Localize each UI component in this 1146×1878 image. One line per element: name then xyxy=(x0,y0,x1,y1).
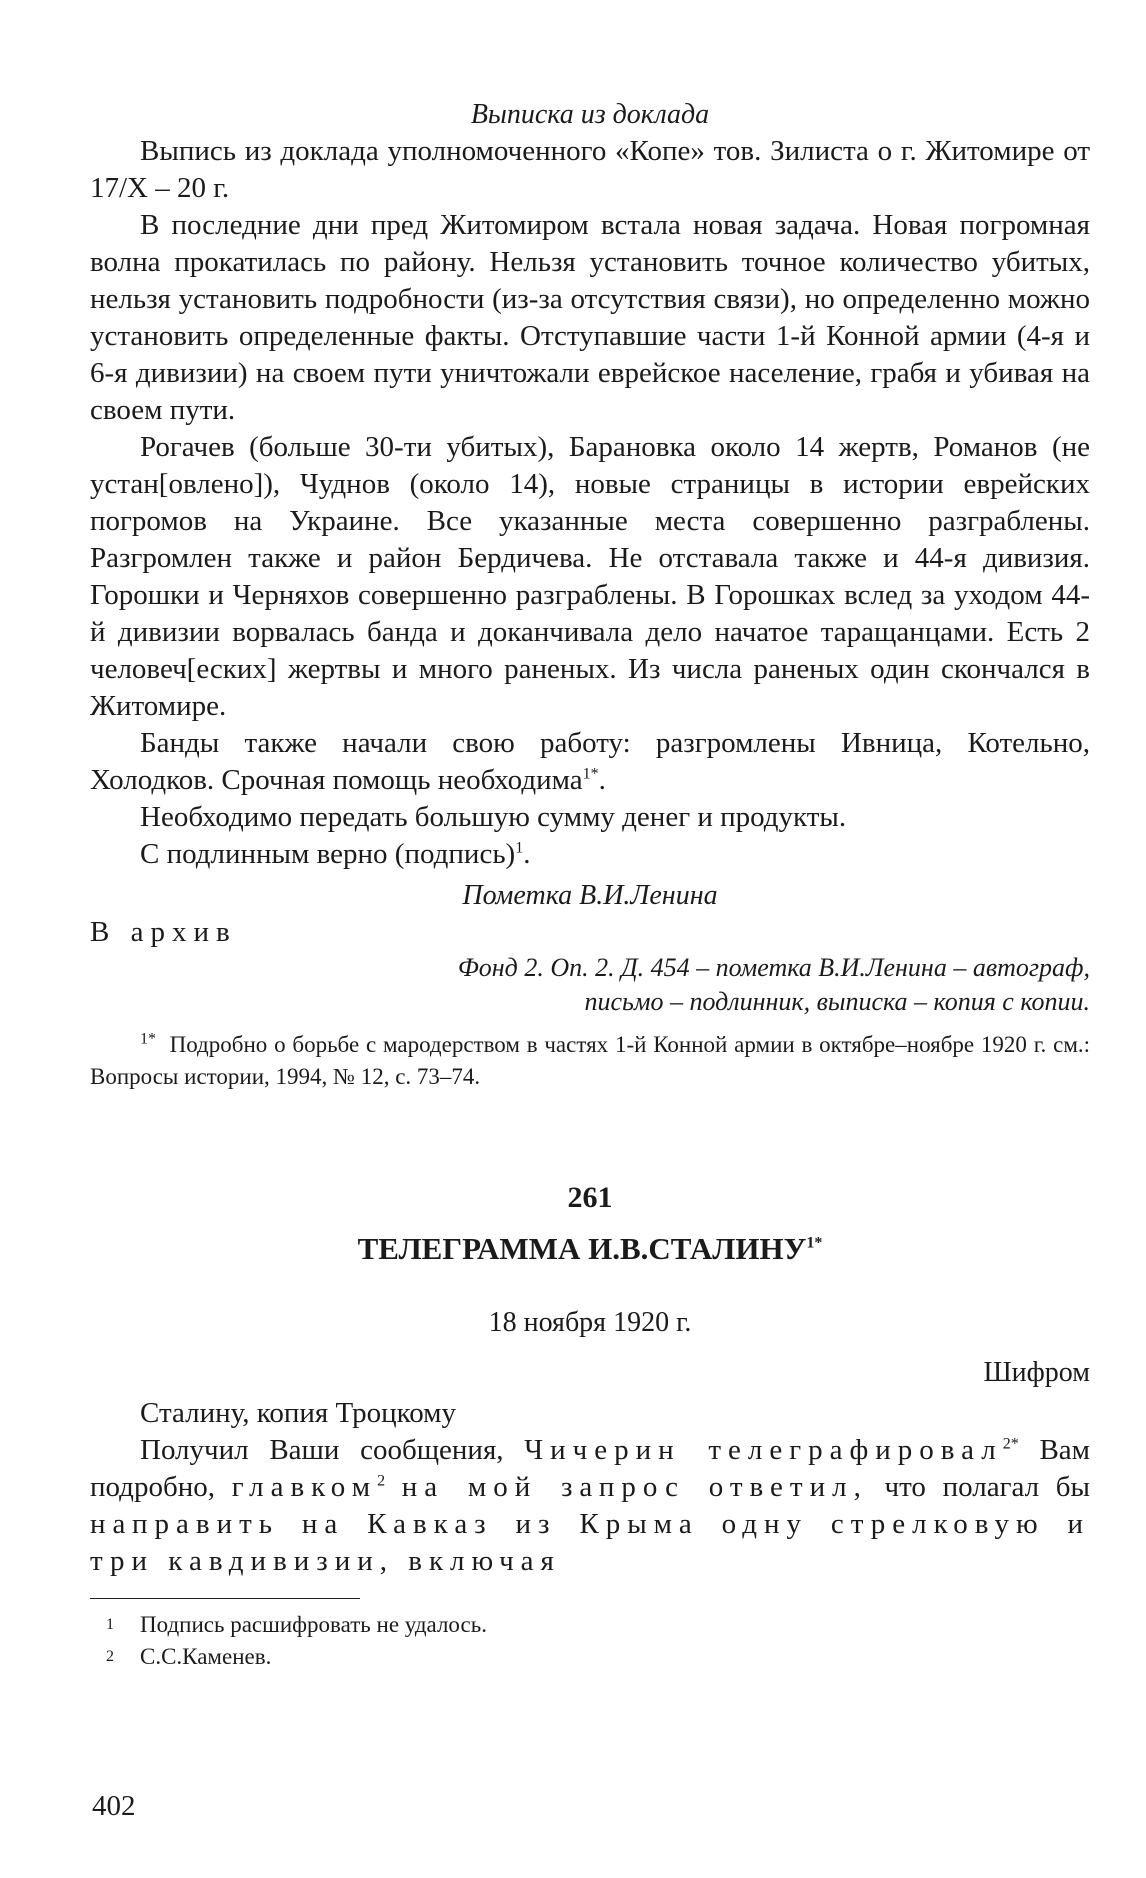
body-text-e: направить на Кавказ из Крыма одну стрелковую и три кавдивизии, включая xyxy=(90,1508,1090,1577)
bands-end: . xyxy=(598,764,606,796)
footnote-ref-chicherin: 2* xyxy=(1002,1435,1019,1453)
source-line-2: письмо – подлинник, выписка – копия с копии. xyxy=(584,987,1090,1016)
footnote-1-text: Подпись расшифровать не удалось. xyxy=(140,1612,487,1637)
title-footnote-ref: 1* xyxy=(806,1234,823,1252)
footnote-text: Подробно о борьбе с мародерством в частях 1-й Конной армии в октябре–ноябре 1920 г. см.: Вопросы истории, 1994, № 12, с. 73–74. xyxy=(90,1032,1091,1089)
body-glavkom: главком xyxy=(231,1471,378,1503)
addressee: Сталину, копия Троцкому xyxy=(140,1397,457,1429)
paragraph-bands xyxy=(90,725,1090,799)
cipher-label: Шифром xyxy=(983,1357,1090,1388)
title-text: ТЕЛЕГРАММА И.В.СТАЛИНУ xyxy=(357,1231,807,1266)
body-text-c: на мой запрос ответил, xyxy=(401,1471,868,1503)
paragraph-casualties: Рогачев (больше 30-ти убитых), Барановка около 14 жертв, Романов (не устан[овлено]), Чуднов (около 14), новые страницы в истории еврейских погромов на Украине. Все указанные места совершенно разграблены. Разгромлен также и район Бердичева. Не отставала также и 44-я дивизия. Горошки и Черняхов совершенно разграблены. В Горошках вслед за уходом 44-й дивизии ворвалась банда и доканчивала дело начатое таращанцами. Есть 2 человеч[еских] жертвы и много раненых. Из числа раненых один скончался в Житомире. xyxy=(90,431,1090,722)
bands-text: Банды также начали свою работу: разгромлены Ивница, Котельно, Холодков. Срочная помощь необходима xyxy=(90,727,1090,796)
archive-note: В архив xyxy=(90,916,237,948)
section-heading: Выписка из доклада xyxy=(470,99,710,130)
paragraph-signature xyxy=(90,836,1090,873)
body-text-d: что полагал бы xyxy=(884,1471,1091,1503)
lenin-note-heading: Пометка В.И.Ленина xyxy=(462,880,718,911)
paragraph-intro: Выпись из доклада уполномоченного «Копе» тов. Зилиста о г. Житомире от 17/X – 20 г. xyxy=(90,135,1090,204)
footnote-ref: 1* xyxy=(582,765,599,783)
document-number: 261 xyxy=(567,1181,613,1214)
page-number: 402 xyxy=(92,1790,136,1822)
body-text-b: Вам подробно, xyxy=(90,1434,1091,1503)
signature-end: . xyxy=(523,838,531,870)
body-chicherin: Чичерин телеграфировал xyxy=(524,1434,1003,1466)
footnote-1 xyxy=(90,1609,1090,1641)
telegram-body xyxy=(90,1432,1090,1580)
signature-text: С подлинным верно (подпись) xyxy=(140,838,516,870)
document-date: 18 ноября 1920 г. xyxy=(488,1307,692,1338)
body-text-a: Получил Ваши сообщения, xyxy=(140,1434,504,1466)
footnote-1-marker: 1 xyxy=(106,1616,114,1633)
page-content xyxy=(90,96,1090,1673)
paragraph-pogrom-wave: В последние дни пред Житомиром встала новая задача. Новая погромная волна прокатилась по району. Нельзя установить точное количество убитых, нельзя установить подробности (из-за отсутствия связи), но определенно можно установить определенные факты. Отступавшие части 1-й Конной армии (4-я и 6-я дивизии) на своем пути уничтожали еврейское население, грабя и убивая на своем пути. xyxy=(90,209,1090,426)
footnote-ref-glavkom: 2 xyxy=(377,1472,386,1490)
footnote-2 xyxy=(90,1641,1090,1673)
footnote-2-marker: 2 xyxy=(106,1648,114,1665)
paragraph-money: Необходимо передать большую сумму денег и продукты. xyxy=(140,801,847,833)
footnote-ref: 1 xyxy=(515,839,524,857)
document-title xyxy=(90,1231,1090,1267)
source-line-1: Фонд 2. Оп. 2. Д. 454 – пометка В.И.Ленина – автограф, xyxy=(457,953,1090,982)
footnote-marker: 1* xyxy=(140,1030,156,1048)
footnote-konnaya xyxy=(90,1029,1090,1093)
footnote-2-text: С.С.Каменев. xyxy=(140,1644,272,1669)
